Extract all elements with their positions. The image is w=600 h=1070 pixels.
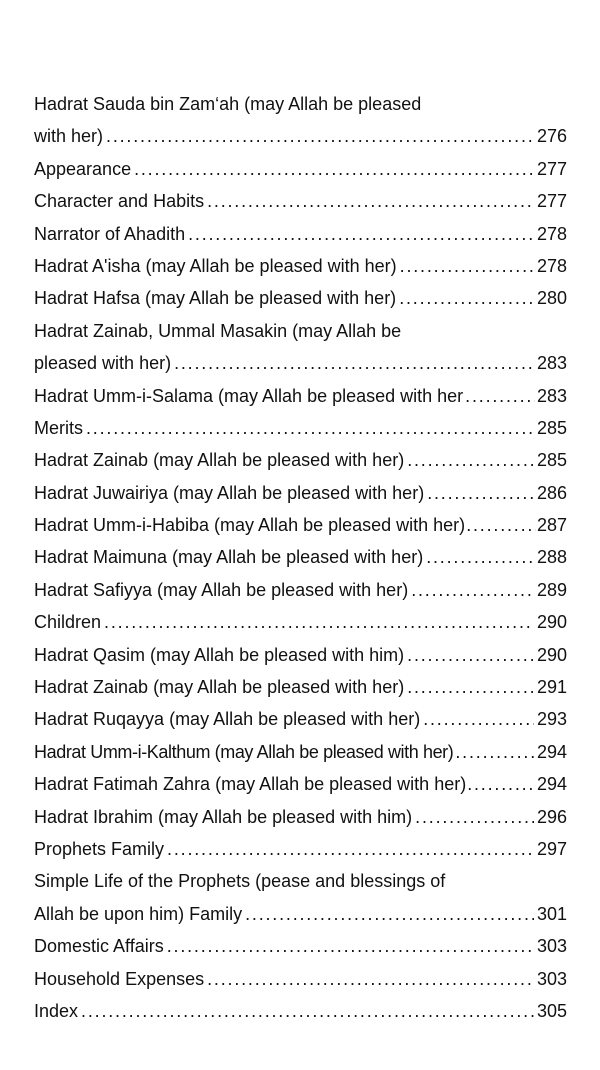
- toc-page-number: 280: [536, 288, 567, 309]
- dot-leader: [407, 444, 534, 476]
- toc-line: [34, 380, 567, 412]
- toc-line: [34, 250, 567, 282]
- toc-entry-title: Hadrat A'isha (may Allah be pleased with her): [34, 255, 397, 276]
- dot-leader: [455, 736, 535, 768]
- toc-entry: [34, 671, 567, 703]
- dot-leader: [207, 963, 534, 995]
- toc-entry-title: with her): [34, 126, 104, 147]
- dot-leader: [245, 898, 534, 930]
- toc-entry: [34, 963, 567, 995]
- toc-entry-title: Domestic Affairs: [34, 936, 164, 957]
- dot-leader: [427, 477, 534, 509]
- toc-entry-title: Prophets Family: [34, 838, 165, 859]
- toc-line: [34, 412, 567, 444]
- dot-leader: [188, 218, 534, 250]
- toc-page-number: 290: [536, 612, 567, 633]
- dot-leader: [104, 606, 534, 638]
- toc-line: [34, 218, 567, 250]
- toc-page-number: 283: [536, 353, 567, 374]
- toc-entry: [34, 833, 567, 865]
- toc-page-number: 294: [536, 774, 567, 795]
- toc-entry: [34, 250, 567, 282]
- toc-page-number: 289: [536, 579, 567, 600]
- dot-leader: [81, 995, 534, 1027]
- toc-entry: [34, 768, 567, 800]
- toc-entry-title: Hadrat Qasim (may Allah be pleased with him): [34, 644, 405, 665]
- dot-leader: [106, 120, 534, 152]
- toc-entry: [34, 703, 567, 735]
- toc-entry-title: Hadrat Umm-i-Habiba (may Allah be pleased with her): [34, 515, 466, 536]
- dot-leader: [467, 768, 536, 800]
- toc-entry: [34, 865, 567, 930]
- toc-line: [34, 768, 567, 800]
- toc-line: [34, 898, 567, 930]
- toc-line: [34, 995, 567, 1027]
- toc-page-number: 303: [536, 936, 567, 957]
- toc-line: [34, 282, 567, 314]
- toc-entry: [34, 509, 567, 541]
- toc-page-number: 278: [536, 255, 567, 276]
- toc-entry: [34, 185, 567, 217]
- toc-page-number: 286: [536, 482, 567, 503]
- dot-leader: [174, 347, 534, 379]
- toc-entry-title: Hadrat Zainab (may Allah be pleased with her): [34, 450, 405, 471]
- dot-leader: [86, 412, 534, 444]
- toc-entry-title: Hadrat Umm-i-Salama (may Allah be pleased with her: [34, 385, 464, 406]
- dot-leader: [399, 282, 534, 314]
- toc-entry-title: pleased with her): [34, 353, 172, 374]
- dot-leader: [407, 639, 534, 671]
- toc-page-number: 291: [536, 677, 567, 698]
- toc-line: [34, 639, 567, 671]
- toc-page-number: 301: [536, 903, 567, 924]
- toc-entry: [34, 477, 567, 509]
- toc-line: [34, 185, 567, 217]
- toc-entry-title: Household Expenses: [34, 968, 205, 989]
- toc-page-number: 294: [536, 741, 567, 762]
- toc-entry: [34, 930, 567, 962]
- toc-page-number: 303: [536, 968, 567, 989]
- toc-entry-title: Hadrat Ruqayya (may Allah be pleased with her): [34, 709, 421, 730]
- toc-page-number: 283: [536, 385, 567, 406]
- toc-line: [34, 347, 567, 379]
- toc-page-number: 285: [536, 450, 567, 471]
- toc-line: [34, 509, 567, 541]
- toc-entry: [34, 380, 567, 412]
- toc-entry-title: Hadrat Umm-i-Kalthum (may Allah be pleased with her): [34, 741, 454, 762]
- toc-entry-title: Hadrat Juwairiya (may Allah be pleased with her): [34, 482, 425, 503]
- toc-entry-title: Hadrat Safiyya (may Allah be pleased with her): [34, 579, 409, 600]
- toc-page-number: 277: [536, 158, 567, 179]
- toc-page-number: 285: [536, 417, 567, 438]
- dot-leader: [465, 380, 535, 412]
- toc-entry: [34, 736, 567, 768]
- toc-entry-title: Hadrat Fatimah Zahra (may Allah be pleased with her): [34, 774, 467, 795]
- toc-entry-title: Allah be upon him) Family: [34, 903, 243, 924]
- toc-entry-title: Narrator of Ahadith: [34, 223, 186, 244]
- dot-leader: [466, 509, 536, 541]
- toc-line: [34, 574, 567, 606]
- toc-page-number: 296: [536, 806, 567, 827]
- toc-entry: [34, 218, 567, 250]
- toc-page-number: 287: [536, 515, 567, 536]
- toc-entry: [34, 541, 567, 573]
- toc-entry-title: Hadrat Ibrahim (may Allah be pleased with him): [34, 806, 413, 827]
- toc-entry-title: Index: [34, 1000, 79, 1021]
- toc-page-number: 293: [536, 709, 567, 730]
- toc-entry-title: Appearance: [34, 158, 132, 179]
- toc-entry: [34, 444, 567, 476]
- toc-entry-title: Hadrat Zainab, Ummal Masakin (may Allah be: [34, 320, 402, 341]
- toc-entry-title: Hadrat Hafsa (may Allah be pleased with her): [34, 288, 397, 309]
- dot-leader: [407, 671, 534, 703]
- dot-leader: [423, 703, 534, 735]
- toc-page-number: 278: [536, 223, 567, 244]
- dot-leader: [167, 930, 534, 962]
- toc-entry-title: Children: [34, 612, 102, 633]
- toc-entry: [34, 606, 567, 638]
- dot-leader: [426, 541, 534, 573]
- toc-entry: [34, 88, 567, 153]
- toc-page-number: 288: [536, 547, 567, 568]
- toc-page-number: 277: [536, 191, 567, 212]
- toc-line: [34, 671, 567, 703]
- toc-line: [34, 736, 567, 768]
- dot-leader: [134, 153, 534, 185]
- toc-entry-title: Simple Life of the Prophets (pease and blessings of: [34, 871, 446, 892]
- table-of-contents: [34, 88, 567, 1027]
- toc-entry-title: Hadrat Maimuna (may Allah be pleased with her): [34, 547, 424, 568]
- dot-leader: [411, 574, 534, 606]
- toc-line: [34, 541, 567, 573]
- dot-leader: [415, 801, 534, 833]
- toc-line: [34, 88, 567, 120]
- dot-leader: [167, 833, 534, 865]
- toc-entry-title: Hadrat Zainab (may Allah be pleased with her): [34, 677, 405, 698]
- dot-leader: [207, 185, 534, 217]
- toc-entry-title: Merits: [34, 417, 83, 438]
- toc-line: [34, 833, 567, 865]
- toc-entry: [34, 282, 567, 314]
- toc-page-number: 290: [536, 644, 567, 665]
- dot-leader: [400, 250, 534, 282]
- toc-entry: [34, 574, 567, 606]
- toc-entry-title: Hadrat Sauda bin Zam‘ah (may Allah be pleased: [34, 94, 422, 114]
- toc-line: [34, 703, 567, 735]
- toc-entry: [34, 801, 567, 833]
- toc-line: [34, 865, 567, 897]
- toc-line: [34, 930, 567, 962]
- toc-line: [34, 606, 567, 638]
- toc-entry: [34, 995, 567, 1027]
- toc-entry: [34, 153, 567, 185]
- toc-entry: [34, 412, 567, 444]
- toc-line: [34, 801, 567, 833]
- toc-entry: [34, 315, 567, 380]
- toc-entry: [34, 639, 567, 671]
- toc-line: [34, 963, 567, 995]
- toc-page-number: 276: [536, 126, 567, 147]
- toc-line: [34, 153, 567, 185]
- toc-page-number: 297: [536, 838, 567, 859]
- toc-line: [34, 477, 567, 509]
- toc-page-number: 305: [536, 1000, 567, 1021]
- toc-line: [34, 120, 567, 152]
- toc-line: [34, 315, 567, 347]
- toc-entry-title: Character and Habits: [34, 191, 205, 212]
- toc-line: [34, 444, 567, 476]
